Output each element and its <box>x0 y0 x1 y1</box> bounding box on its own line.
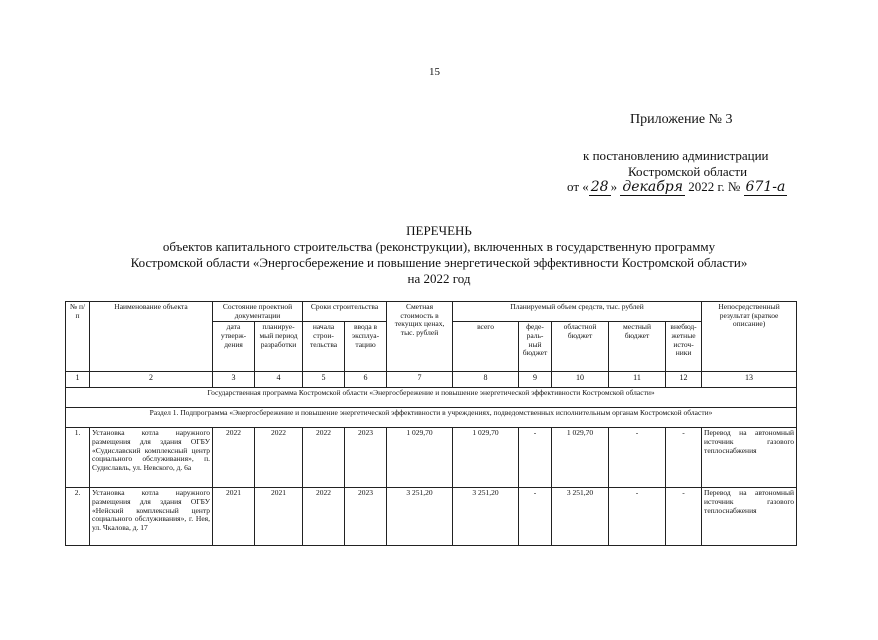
row-doc-approved: 2021 <box>213 488 255 546</box>
col-header-docs: Состояние проектной документации <box>213 302 303 322</box>
row-start: 2022 <box>303 428 345 488</box>
decree-line-1: к постановлению администрации <box>583 148 769 163</box>
col-number: 3 <box>213 372 255 388</box>
col-header-terms: Сроки строительства <box>303 302 387 322</box>
col-header-regional: областной бюджет <box>552 322 609 372</box>
row-local: - <box>609 488 666 546</box>
row-doc-planned: 2021 <box>255 488 303 546</box>
table-row <box>66 488 797 546</box>
col-number: 8 <box>453 372 519 388</box>
objects-table <box>65 301 797 546</box>
row-result: Перевод на автономный источник газового теплоснабжения <box>702 428 797 488</box>
program-row <box>66 388 797 408</box>
program-title: Государственная программа Костромской области «Энергосбережение и повышение энергетической эффективности Костромской области» <box>66 388 797 408</box>
row-total: 3 251,20 <box>453 488 519 546</box>
list-subtitle-line-2: Костромской области «Энергосбережение и повышение энергетической эффективности Костромской области» <box>130 255 748 270</box>
decree-number-handwritten: 671-а <box>745 179 786 195</box>
col-header-funds: Планируемый объем средств, тыс. рублей <box>453 302 702 322</box>
decree-line-2: Костромской области <box>628 164 748 179</box>
row-federal: - <box>519 488 552 546</box>
page-number: 15 <box>429 66 440 78</box>
section-title: Раздел 1. Подпрограмма «Энергосбережение и повышение энергетической эффективности в учреждениях, подведомственных исполнительным органам Костромской области» <box>66 408 797 428</box>
list-title: ПЕРЕЧЕНЬ <box>406 223 472 238</box>
row-num: 1. <box>66 428 90 488</box>
row-commission: 2023 <box>345 488 387 546</box>
appendix-title: Приложение № 3 <box>630 112 733 127</box>
col-header-commission: ввода в эксплуа-тацию <box>345 322 387 372</box>
col-header-result: Непосредственный результат (краткое описание) <box>702 302 797 372</box>
col-header-extra: внебюд-жетные источ-ники <box>666 322 702 372</box>
col-header-local: местный бюджет <box>609 322 666 372</box>
column-number-row <box>66 372 797 388</box>
row-commission: 2023 <box>345 428 387 488</box>
decree-year: 2022 г. № <box>685 179 744 194</box>
col-number: 9 <box>519 372 552 388</box>
col-number: 11 <box>609 372 666 388</box>
row-local: - <box>609 428 666 488</box>
col-header-federal: феде-раль-ный бюджет <box>519 322 552 372</box>
row-total: 1 029,70 <box>453 428 519 488</box>
row-result: Перевод на автономный источник газового теплоснабжения <box>702 488 797 546</box>
row-regional: 1 029,70 <box>552 428 609 488</box>
col-header-start: начала строи-тельства <box>303 322 345 372</box>
col-number: 10 <box>552 372 609 388</box>
row-num: 2. <box>66 488 90 546</box>
col-number: 2 <box>90 372 213 388</box>
col-header-doc-approved: дата утверж-дения <box>213 322 255 372</box>
decree-date-mid: » <box>610 179 621 194</box>
list-subtitle-line-1: объектов капитального строительства (реконструкции), включенных в государственную программу <box>162 239 716 254</box>
decree-date-line <box>567 179 787 195</box>
decree-date-prefix: от « <box>567 179 589 194</box>
row-federal: - <box>519 428 552 488</box>
row-extra: - <box>666 488 702 546</box>
col-number: 13 <box>702 372 797 388</box>
col-number: 1 <box>66 372 90 388</box>
col-number: 5 <box>303 372 345 388</box>
list-subtitle-line-3: на 2022 год <box>407 271 471 286</box>
row-doc-approved: 2022 <box>213 428 255 488</box>
row-extra: - <box>666 428 702 488</box>
col-header-cost: Сметная стоимость в текущих ценах, тыс. рублей <box>387 302 453 372</box>
col-number: 4 <box>255 372 303 388</box>
section-row <box>66 408 797 428</box>
table-header-row-1 <box>66 302 797 322</box>
row-object-name: Установка котла наружного размещения для здания ОГБУ «Судиславский комплексный центр социального обслуживания», п. Судиславль, ул. Невского, д. 6а <box>90 428 213 488</box>
col-number: 7 <box>387 372 453 388</box>
col-header-doc-planned: планируе-мый период разработки <box>255 322 303 372</box>
col-header-num: № п/п <box>66 302 90 372</box>
decree-month-handwritten: декабря <box>622 179 683 195</box>
row-cost: 1 029,70 <box>387 428 453 488</box>
row-cost: 3 251,20 <box>387 488 453 546</box>
col-number: 12 <box>666 372 702 388</box>
row-doc-planned: 2022 <box>255 428 303 488</box>
decree-day-handwritten: 28 <box>590 179 609 195</box>
col-header-total: всего <box>453 322 519 372</box>
col-header-name: Наименование объекта <box>90 302 213 372</box>
row-regional: 3 251,20 <box>552 488 609 546</box>
table-row <box>66 428 797 488</box>
col-number: 6 <box>345 372 387 388</box>
row-object-name: Установка котла наружного размещения для здания ОГБУ «Нейский комплексный центр социального обслуживания», г. Нея, ул. Чкалова, д. 17 <box>90 488 213 546</box>
row-start: 2022 <box>303 488 345 546</box>
